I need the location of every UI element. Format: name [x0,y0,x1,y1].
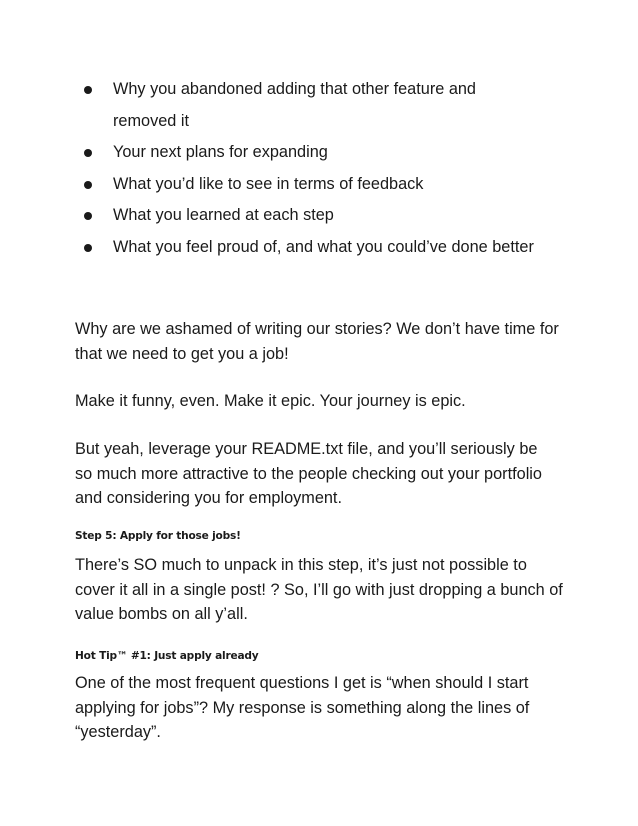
bullet-icon [84,86,92,94]
list-item-text: Why you abandoned adding that other feature and removed it [113,80,476,130]
bullet-list [84,74,584,263]
paragraph-unpack: There’s SO much to unpack in this step, it’s just not possible to cover it all in a single post! ? So, I’ll go with just dropping a bunch of value bombs on all y’all. [75,556,563,623]
list-item [84,137,584,169]
bullet-icon [84,181,92,189]
bullet-icon [84,212,92,220]
list-item-text: What you feel proud of, and what you could’ve done better [113,237,534,256]
list-item [84,169,584,201]
list-item [84,232,584,264]
paragraph-funny: Make it funny, even. Make it epic. Your journey is epic. [75,392,466,410]
heading-step-5: Step 5: Apply for those jobs! [75,530,241,542]
heading-hot-tip-1: Hot Tip™ #1: Just apply already [75,650,259,662]
paragraph-frequent-question: One of the most frequent questions I get is “when should I start applying for jobs”? My response is something along the lines of “yesterday”. [75,674,530,741]
list-item [84,200,584,232]
list-item-text: What you’d like to see in terms of feedback [113,174,424,193]
bullet-icon [84,244,92,252]
bullet-icon [84,149,92,157]
list-item-text: Your next plans for expanding [113,143,328,161]
list-item [84,74,523,137]
paragraph-stories: Why are we ashamed of writing our stories? We don’t have time for that we need to get you a job! [75,320,559,363]
paragraph-readme: But yeah, leverage your README.txt file, and you’ll seriously be so much more attractive to the people checking out your portfolio and considering you for employment. [75,440,542,507]
list-item-text: What you learned at each step [113,206,334,224]
